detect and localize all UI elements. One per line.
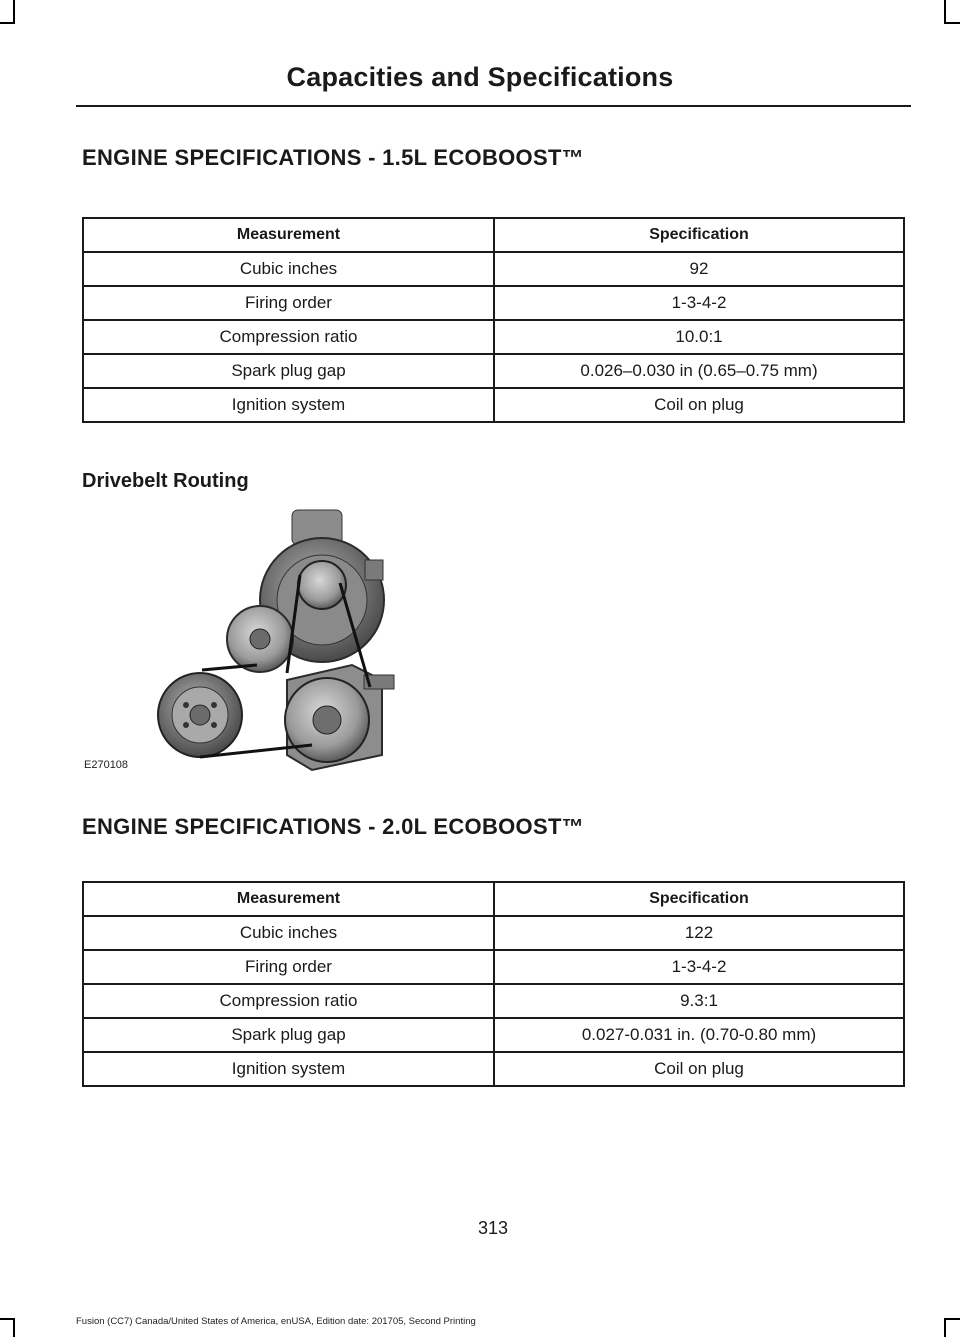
measurement-cell: Ignition system bbox=[83, 388, 494, 422]
measurement-cell: Ignition system bbox=[83, 1052, 494, 1086]
measurement-cell: Cubic inches bbox=[83, 252, 494, 286]
table-header-row bbox=[83, 218, 904, 252]
specification-cell: 122 bbox=[494, 916, 904, 950]
drivebelt-routing-illustration bbox=[82, 505, 402, 780]
column-header-specification: Specification bbox=[494, 882, 904, 916]
crop-mark bbox=[13, 0, 15, 24]
drivebelt-routing-title: Drivebelt Routing bbox=[82, 470, 249, 492]
measurement-cell: Compression ratio bbox=[83, 984, 494, 1018]
specification-cell: 9.3:1 bbox=[494, 984, 904, 1018]
crop-mark bbox=[0, 22, 14, 24]
table-row bbox=[83, 252, 904, 286]
section-title-1-5l: ENGINE SPECIFICATIONS - 1.5L ECOBOOST™ bbox=[82, 145, 584, 170]
specification-cell: Coil on plug bbox=[494, 1052, 904, 1086]
crop-mark bbox=[13, 1318, 15, 1337]
specification-cell: Coil on plug bbox=[494, 388, 904, 422]
table-row bbox=[83, 1018, 904, 1052]
spec-table-2-0l bbox=[82, 881, 905, 1087]
page-number: 313 bbox=[477, 1218, 509, 1238]
crop-mark bbox=[944, 0, 946, 24]
section-title-2-0l: ENGINE SPECIFICATIONS - 2.0L ECOBOOST™ bbox=[82, 814, 584, 839]
measurement-cell: Firing order bbox=[83, 286, 494, 320]
column-header-measurement: Measurement bbox=[83, 218, 494, 252]
measurement-cell: Cubic inches bbox=[83, 916, 494, 950]
figure-code: E270108 bbox=[84, 759, 129, 771]
column-header-specification: Specification bbox=[494, 218, 904, 252]
specification-cell: 92 bbox=[494, 252, 904, 286]
table-header-row bbox=[83, 882, 904, 916]
crop-mark bbox=[944, 1318, 960, 1320]
specification-cell: 0.026–0.030 in (0.65–0.75 mm) bbox=[494, 354, 904, 388]
measurement-cell: Compression ratio bbox=[83, 320, 494, 354]
table-row bbox=[83, 1052, 904, 1086]
measurement-cell: Spark plug gap bbox=[83, 1018, 494, 1052]
crop-mark bbox=[0, 1318, 14, 1320]
specification-cell: 1-3-4-2 bbox=[494, 286, 904, 320]
table-row bbox=[83, 950, 904, 984]
header-rule bbox=[76, 105, 911, 107]
table-row bbox=[83, 320, 904, 354]
crop-mark bbox=[944, 22, 960, 24]
table-row bbox=[83, 984, 904, 1018]
spec-table-1-5l bbox=[82, 217, 905, 423]
measurement-cell: Firing order bbox=[83, 950, 494, 984]
specification-cell: 0.027-0.031 in. (0.70-0.80 mm) bbox=[494, 1018, 904, 1052]
table-row bbox=[83, 354, 904, 388]
column-header-measurement: Measurement bbox=[83, 882, 494, 916]
page-header-title: Capacities and Specifications bbox=[286, 62, 674, 92]
table-row bbox=[83, 286, 904, 320]
crop-mark bbox=[944, 1318, 946, 1337]
table-row bbox=[83, 388, 904, 422]
specification-cell: 10.0:1 bbox=[494, 320, 904, 354]
edition-footer: Fusion (CC7) Canada/United States of America, enUSA, Edition date: 201705, Second Printing bbox=[76, 1316, 476, 1327]
specification-cell: 1-3-4-2 bbox=[494, 950, 904, 984]
table-row bbox=[83, 916, 904, 950]
measurement-cell: Spark plug gap bbox=[83, 354, 494, 388]
